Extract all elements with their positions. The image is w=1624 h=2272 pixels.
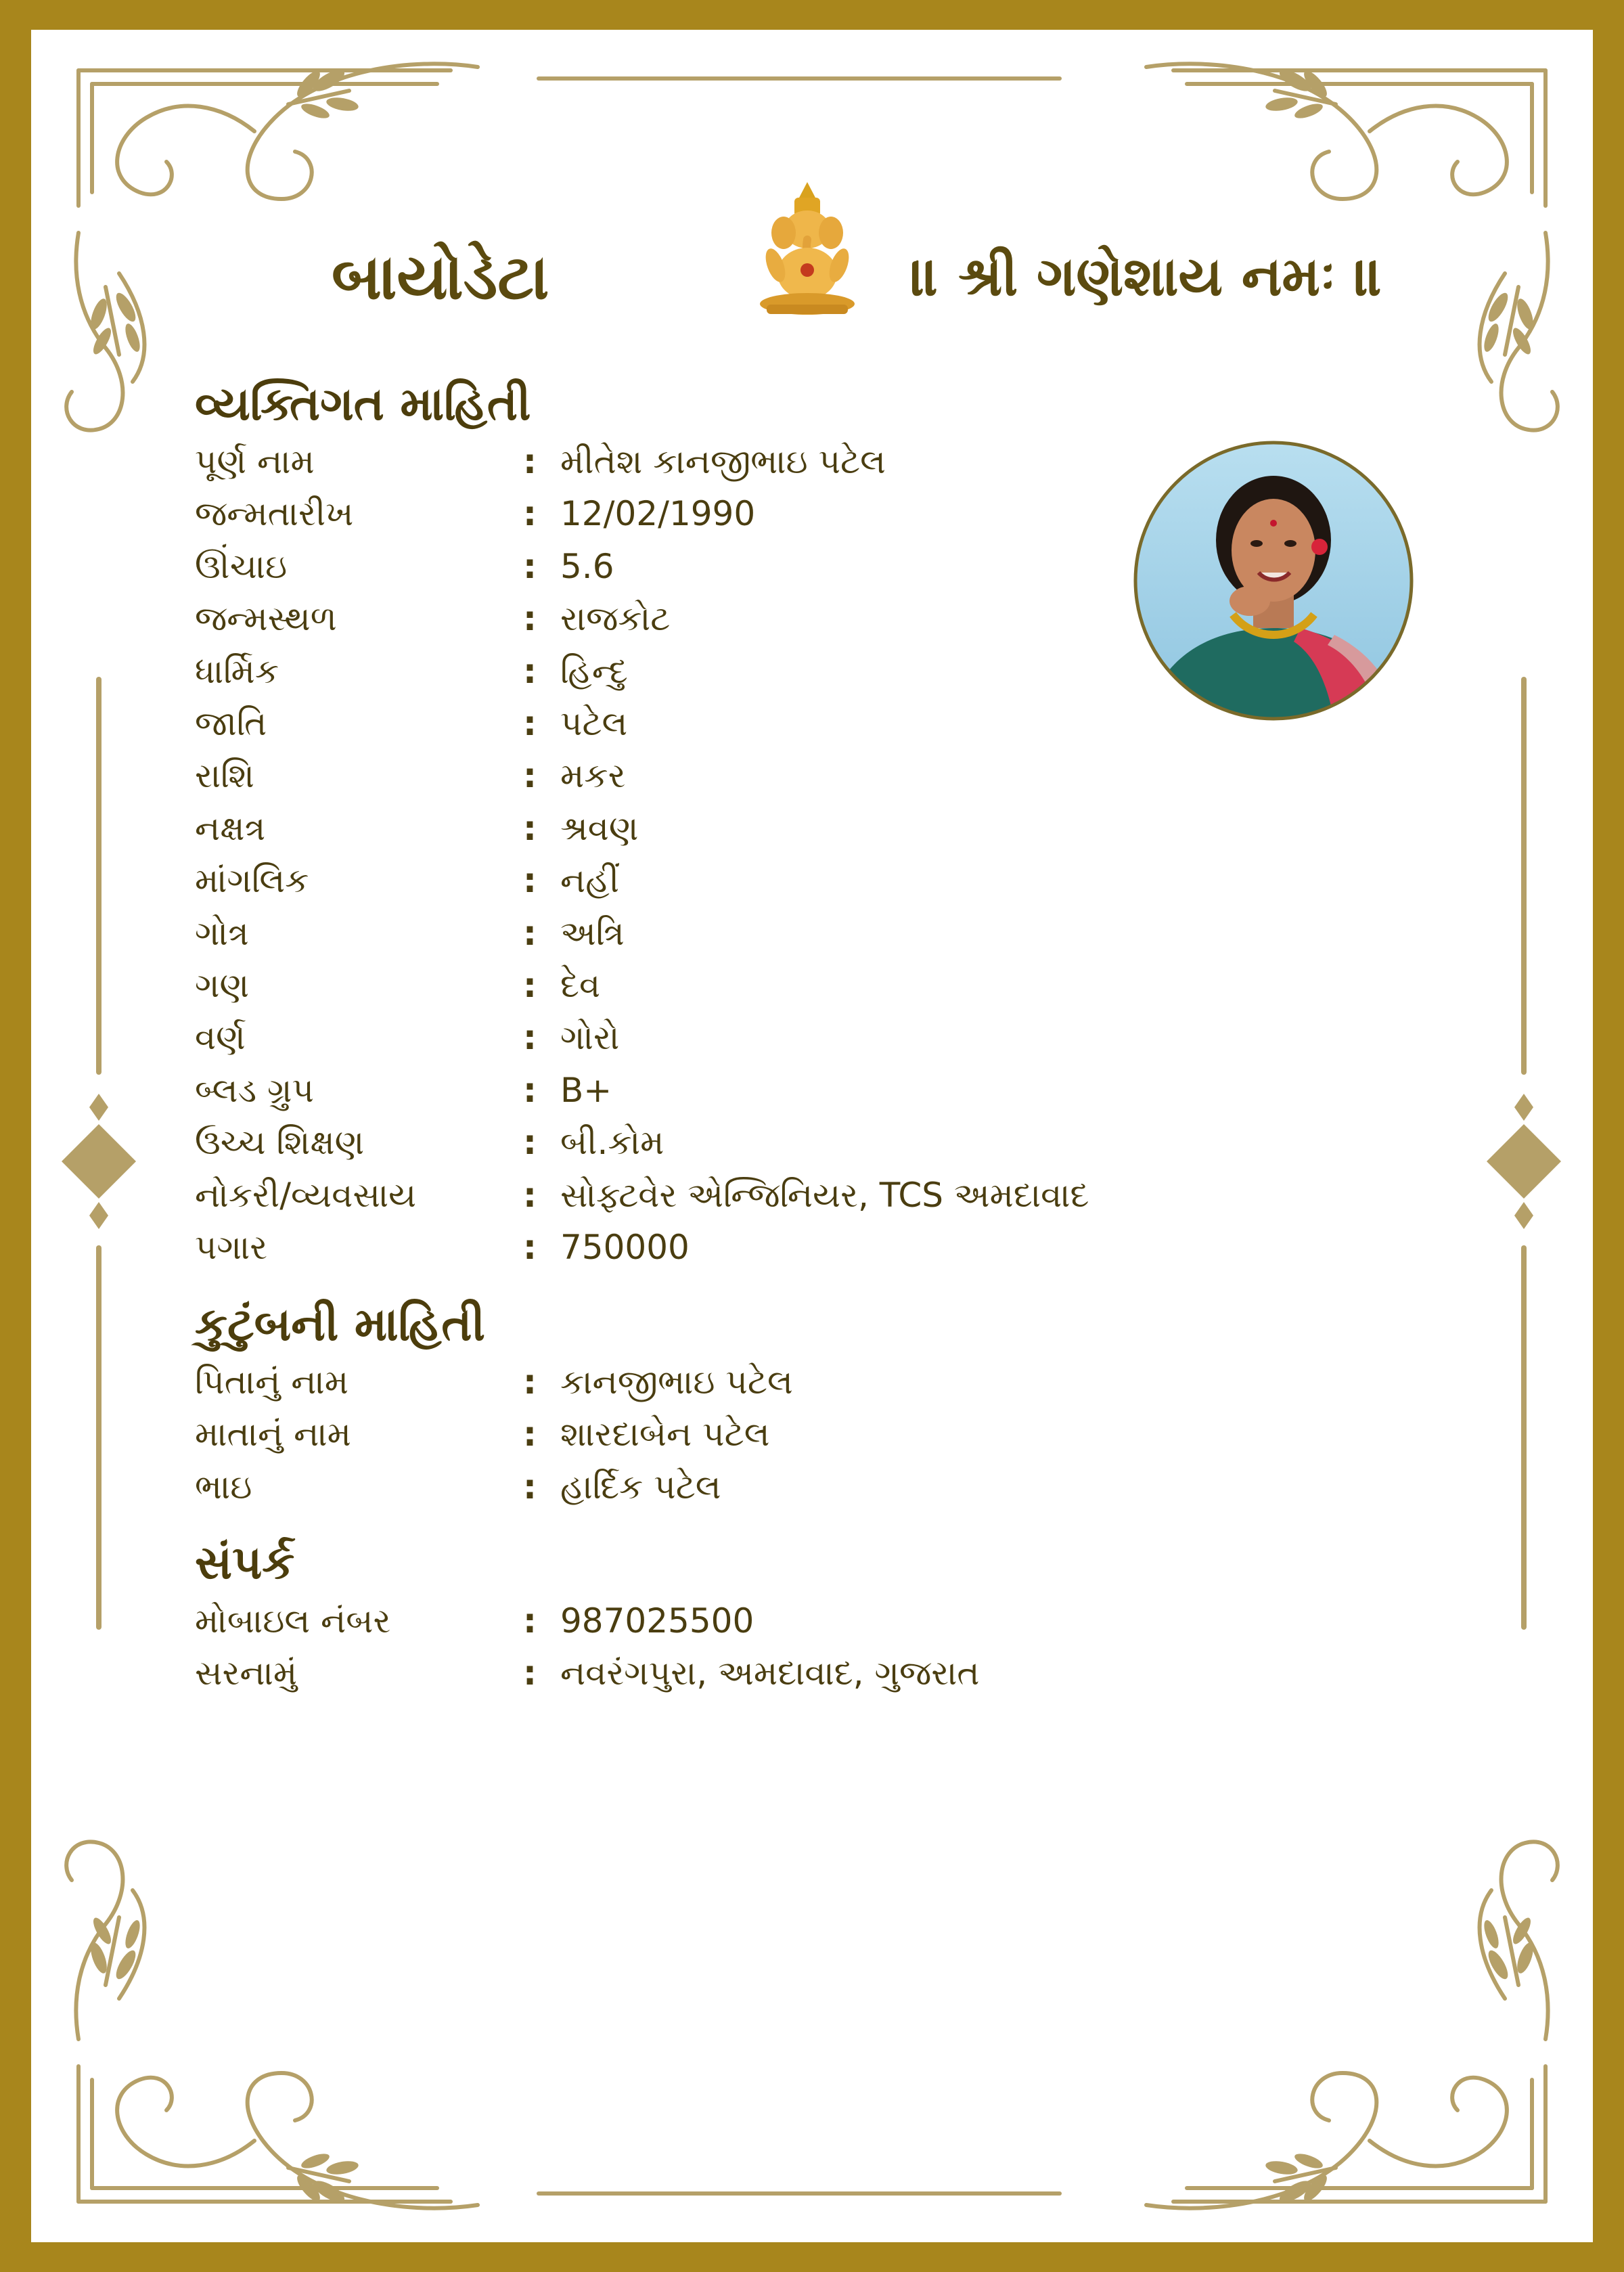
field-label: મોબાઇલ નંબર: [195, 1601, 391, 1641]
field-label: ભાઇ: [195, 1467, 252, 1507]
field-separator: :: [523, 494, 537, 534]
profile-photo: [1131, 439, 1416, 723]
field-separator: :: [523, 808, 537, 848]
field-value: 5.6: [560, 546, 614, 586]
field-label: રાશિ: [195, 756, 254, 796]
field-value: પટેલ: [560, 704, 628, 743]
biodata-page: [31, 30, 1593, 2242]
ganesha-idol-icon: [750, 179, 865, 321]
field-label: ઉચ્ચ શિક્ષણ: [195, 1123, 365, 1163]
field-separator: :: [523, 913, 537, 953]
field-label: જન્મસ્થળ: [195, 599, 337, 639]
field-value: શારદાબેન પટેલ: [560, 1415, 770, 1454]
field-value: મીતેશ કાનજીભાઇ પટેલ: [560, 442, 886, 481]
field-value: બી.કોમ: [560, 1123, 664, 1163]
field-separator: :: [523, 1228, 537, 1267]
field-label: માતાનું નામ: [195, 1415, 351, 1454]
field-label: માંગલિક: [195, 861, 309, 901]
field-value: હાર્દિક પટેલ: [560, 1467, 721, 1507]
field-label: ગણ: [195, 966, 250, 1005]
field-label: સરનામું: [195, 1653, 298, 1693]
field-value: નવરંગપુરા, અમદાવાદ, ગુજરાત: [560, 1653, 980, 1693]
field-separator: :: [523, 1123, 537, 1163]
field-value: સોફ્ટવેર એન્જિનિયર, TCS અમદાવાદ: [560, 1175, 1089, 1215]
field-separator: :: [523, 861, 537, 901]
field-value: ગોરો: [560, 1018, 620, 1058]
field-label: નક્ષત્ર: [195, 808, 266, 848]
field-separator: :: [523, 704, 537, 743]
field-value: અત્રિ: [560, 913, 625, 953]
field-label: વર્ણ: [195, 1018, 246, 1058]
field-separator: :: [523, 1018, 537, 1058]
field-value: B+: [560, 1070, 612, 1110]
field-label: જન્મતારીખ: [195, 494, 354, 534]
field-value: હિન્દુ: [560, 651, 628, 691]
field-label: પિતાનું નામ: [195, 1362, 349, 1402]
field-separator: :: [523, 651, 537, 691]
field-value: દેવ: [560, 966, 601, 1005]
field-separator: :: [523, 442, 537, 481]
page-title: બાયોડેટા: [332, 241, 549, 313]
field-label: ઊંચાઇ: [195, 546, 288, 586]
field-separator: :: [523, 1362, 537, 1402]
field-separator: :: [523, 1070, 537, 1110]
field-separator: :: [523, 1415, 537, 1454]
contact-info-heading: સંપર્ક: [195, 1536, 295, 1590]
field-label: બ્લડ ગ્રુપ: [195, 1070, 314, 1110]
field-value: 987025500: [560, 1601, 754, 1641]
field-separator: :: [523, 546, 537, 586]
field-value: કાનજીભાઇ પટેલ: [560, 1362, 793, 1402]
field-label: ગોત્ર: [195, 913, 249, 953]
field-value: 750000: [560, 1228, 690, 1267]
family-info-heading: કુટુંબની માહિતી: [195, 1298, 485, 1352]
field-label: પૂર્ણ નામ: [195, 442, 315, 481]
personal-info-heading: વ્યક્તિગત માહિતી: [195, 378, 531, 431]
field-separator: :: [523, 1467, 537, 1507]
field-value: 12/02/1990: [560, 494, 756, 534]
field-label: નોકરી/વ્યવસાય: [195, 1175, 417, 1215]
field-separator: :: [523, 966, 537, 1005]
field-value: મકર: [560, 756, 626, 796]
invocation-text: ॥ શ્રી ગણેશાય નમઃ ॥: [911, 245, 1383, 308]
field-value: શ્રવણ: [560, 808, 639, 848]
field-value: રાજકોટ: [560, 599, 671, 639]
field-separator: :: [523, 1653, 537, 1693]
field-label: પગાર: [195, 1228, 268, 1267]
field-label: જાતિ: [195, 704, 267, 743]
field-separator: :: [523, 1601, 537, 1641]
field-separator: :: [523, 756, 537, 796]
field-separator: :: [523, 599, 537, 639]
field-separator: :: [523, 1175, 537, 1215]
field-value: નહીં: [560, 861, 620, 901]
field-label: ધાર્મિક: [195, 651, 279, 691]
